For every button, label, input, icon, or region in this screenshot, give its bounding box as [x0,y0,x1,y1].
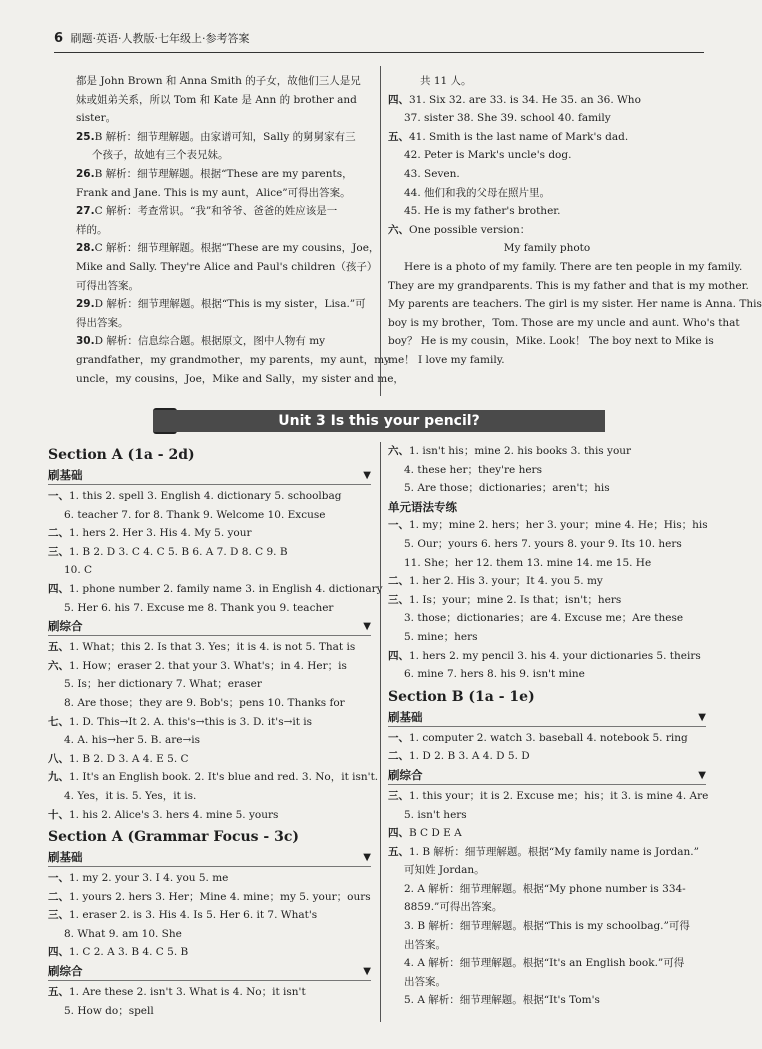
answer-text: 1. isn't his；mine 2. his books 3. this your [409,445,632,457]
answer-text: uncle，my cousins，Joe，Mike and Sally，my sister and me， [76,372,404,385]
answer-line [76,239,380,258]
answer-text: 1. this your；it is 2. Excuse me；his；it 3. is mine 4. Are [409,789,709,802]
practice-bar-label: 刷综合 [48,964,83,979]
answer-text: Frank and Jane. This is my aunt，Alice”可得出答案。 [76,186,351,199]
unit-title-banner: Unit 3 Is this your pencil? [153,410,605,432]
triangle-down-icon: ▼ [363,470,371,481]
answer-text: 1. hers 2. my pencil 3. his 4. your dictionaries 5. theirs [409,649,701,662]
answer-text: 8. Are those；they are 9. Bob's；pens 10. Thanks for [64,696,345,709]
subsection-heading: 单元语法专练 [388,499,457,514]
answer-text: 4. A 解析：细节理解题。根据“It's an English book.”可得 [404,957,685,970]
answer-text: 5. Are those；dictionaries；aren't；his [404,482,610,495]
item-number: 二、 [48,527,69,540]
item-number: 三、 [388,593,409,606]
answer-text: 1. Are these 2. isn't 3. What is 4. No；it isn't [69,986,306,999]
answer-text: 41. Smith is the last name of Mark's dad. [409,130,629,143]
answer-line [388,258,743,277]
answer-line [388,787,709,806]
item-number: 六、 [388,223,409,236]
answer-line [388,461,706,480]
left-column-top [76,72,404,388]
answer-text: 共 11 人。 [420,75,472,87]
answer-text: 得出答案。 [76,316,129,329]
answer-line [388,917,706,936]
answer-line [388,729,706,748]
practice-bar [388,708,706,727]
answer-line [48,750,371,769]
practice-bar-label: 刷综合 [388,767,423,782]
item-number: 29. [76,298,95,311]
answer-text: 1. D. This→It 2. A. this's→this is 3. D. it's→it is [69,715,313,728]
answer-text: grandfather，my grandmother，my parents，my aunt，my [76,353,390,366]
answer-line [48,675,371,694]
answer-line [48,713,371,732]
answer-line [48,925,371,944]
item-number: 一、 [48,490,69,502]
answer-text: D 解析：细节理解题。根据“This is my sister，Lisa.”可 [94,298,366,311]
answer-line [388,165,706,184]
answer-text: My parents are teachers. The girl is my sister. Her name is Anna. This [388,298,762,311]
item-number: 四、 [48,582,69,595]
answer-text: 1. her 2. His 3. your；It 4. you 5. my [409,575,603,588]
answer-text: 6. teacher 7. for 8. Thank 9. Welcome 10. Excuse [64,508,326,521]
answer-line [76,184,371,203]
answer-text: 都是 John Brown 和 Anna Smith 的子女，故他们三人是兄 [76,75,361,87]
item-number: 五、 [48,986,69,999]
item-number: 二、 [48,890,69,903]
answer-line [388,516,706,535]
answer-text: 37. sister 38. She 39. school 40. family [404,112,611,125]
practice-bar [48,848,371,867]
answer-line [388,647,706,666]
item-number: 一、 [388,731,409,744]
answer-text: 4. these her；they're hers [404,463,542,476]
answer-text: 5. Our；yours 6. hers 7. yours 8. your 9. Its 10. hers [404,537,682,550]
practice-bar [388,766,706,785]
answer-line [76,295,371,314]
answer-text: 11. She；her 12. them 13. mine 14. me 15. He [404,556,652,569]
answer-line [48,657,371,676]
section-heading: Section B (1a - 1e) [388,688,535,705]
answer-line [48,906,371,925]
item-number: 六、 [48,659,69,672]
item-number: 六、 [388,445,409,457]
answer-text: 1. B 解析：细节理解题。根据“My family name is Jordan.” [409,845,700,858]
answer-line [388,898,706,917]
answer-text: 44. 他们和我的父母在照片里。 [404,186,551,199]
answer-line [76,202,371,221]
answer-line [388,221,706,240]
answer-line [388,824,706,843]
answer-text: B 解析：细节理解题。由家谱可知，Sally 的舅舅家有三 [94,130,356,143]
answer-text: 1. B 2. D 3. C 4. C 5. B 6. A 7. D 8. C 9. B [69,545,288,558]
item-number: 九、 [48,771,69,784]
item-number: 四、 [388,93,409,106]
triangle-down-icon: ▼ [363,966,371,978]
section-heading: Section A (1a - 2d) [48,447,195,463]
item-number: 二、 [388,750,409,763]
answer-line [388,954,706,973]
triangle-down-icon: ▼ [698,769,706,781]
answer-line [48,506,371,525]
answer-text: 8. What 9. am 10. She [64,927,182,940]
answer-line [48,638,371,657]
practice-bar-label: 刷基础 [48,850,83,865]
answer-text: 可知姓 Jordan。 [404,864,485,877]
item-number: 三、 [388,789,409,802]
answer-line [48,768,379,787]
answer-line [388,609,706,628]
answer-text: 5. isn't hers [404,808,467,821]
answer-line [76,109,371,128]
answer-line [388,128,706,147]
answer-text: 1. my 2. your 3. I 4. you 5. me [69,872,229,885]
answer-line [76,91,371,110]
answer-line [388,146,706,165]
practice-bar-label: 刷综合 [48,619,83,634]
answer-text: 1. my；mine 2. hers；her 3. your；mine 4. He；His；his [409,519,708,532]
answer-text: 1. How；eraser 2. that your 3. What's；in 4. Her；is [69,659,347,672]
item-number: 25. [76,130,95,143]
item-number: 30. [76,335,95,348]
triangle-down-icon: ▼ [363,852,371,864]
item-number: 四、 [388,649,409,662]
practice-bar-label: 刷基础 [48,468,83,482]
answer-text: 样的。 [76,223,108,236]
answer-text: 43. Seven. [404,167,460,180]
answer-text: 1. yours 2. hers 3. Her；Mine 4. mine；my 5. your；ours [69,890,371,903]
page-header [54,30,704,53]
answer-text: 31. Six 32. are 33. is 34. He 35. an 36. Who [409,93,641,106]
answer-line [388,72,706,91]
practice-bar [48,466,371,485]
answer-text: C 解析：细节理解题。根据“These are my cousins，Joe， [94,242,380,255]
answer-text: 5. Is；her dictionary 7. What；eraser [64,678,262,691]
column-divider-top [380,66,381,396]
answer-line [76,351,390,370]
item-number: 五、 [48,641,69,654]
answer-text: 8859.”可得出答案。 [404,901,503,914]
answer-text: 1. eraser 2. is 3. His 4. Is 5. Her 6. it 7. What's [69,909,318,922]
answer-line [76,128,371,147]
answer-line [388,351,706,370]
answer-text: B C D E A [409,827,462,840]
answer-line [388,202,706,221]
answer-line [48,524,371,543]
answer-text: 10. C [64,564,93,577]
answer-line [388,91,706,110]
answer-line [76,221,371,240]
answer-line [48,983,371,1002]
answer-line [76,165,371,184]
answer-line [388,314,740,333]
answer-line [48,731,371,750]
answer-text: 3. B 解析：细节理解题。根据“This is my schoolbag.”可得 [404,920,690,933]
answer-line [388,936,706,955]
answer-line [388,572,706,591]
answer-line [48,869,371,888]
answer-text: 1. It's an English book. 2. It's blue and red. 3. No，it isn't. [69,771,379,784]
item-number: 七、 [48,715,69,728]
answer-line [48,543,371,562]
answer-text: 1. his 2. Alice's 3. hers 4. mine 5. yours [69,808,279,821]
answer-line [388,184,706,203]
answer-text: 出答案。 [404,938,446,951]
answer-line [388,442,706,461]
item-number: 28. [76,242,95,255]
answer-text: boy？ He is my cousin，Mike. Look！ The boy next to Mike is [388,335,714,348]
answer-line [48,888,371,907]
answer-text: 1. D 2. B 3. A 4. D 5. D [409,750,530,763]
answer-line [48,580,383,599]
answer-line [76,370,404,389]
answer-text: 个孩子，故她有三个表兄妹。 [92,149,229,162]
answer-text: One possible version： [409,223,531,236]
item-number: 二、 [388,575,409,588]
answer-line [388,991,706,1010]
item-number: 三、 [48,545,69,558]
answer-text: 5. mine；hers [404,630,478,643]
answer-text: 42. Peter is Mark's uncle's dog. [404,149,572,162]
answer-text: 出答案。 [404,975,446,988]
answer-line [76,72,371,91]
practice-bar-label: 刷基础 [388,709,423,724]
answer-line [388,591,706,610]
item-number: 四、 [48,946,69,959]
answer-line [76,332,371,351]
answer-text: 1. this 2. spell 3. English 4. dictionary 5. schoolbag [69,490,342,502]
right-column-bottom [388,442,709,1010]
answer-text: 1. hers 2. Her 3. His 4. My 5. your [69,527,252,540]
answer-line [388,861,706,880]
answer-line [388,109,706,128]
answer-text: boy is my brother，Tom. Those are my uncle and aunt. Who's that [388,316,740,329]
answer-text: 1. C 2. A 3. B 4. C 5. B [69,946,189,959]
answer-line [48,561,371,580]
answer-text: B 解析：细节理解题。根据“These are my parents， [94,167,353,180]
page-number: 6 [54,31,64,46]
answer-line [48,806,371,825]
answer-line [388,665,706,684]
answer-line [388,880,706,899]
answer-text: My family photo [503,242,591,255]
section-heading: Section A (Grammar Focus - 3c) [48,829,299,846]
answer-text: 4. A. his→her 5. B. are→is [64,734,201,747]
answer-text: 4. Yes，it is. 5. Yes，it is. [64,789,197,802]
answer-text: 3. those；dictionaries；are 4. Excuse me；Are these [404,612,684,625]
answer-text: 1. B 2. D 3. A 4. E 5. C [69,752,189,765]
answer-text: C 解析：考查常识。“我”和爷爷、爸爸的姓应该是一 [94,205,338,218]
column-divider-bottom [380,442,381,1022]
answer-line [388,295,762,314]
answer-line [76,258,378,277]
answer-text: 妹或姐弟关系，所以 Tom 和 Kate 是 Ann 的 brother and [76,93,357,106]
answer-text: 1. phone number 2. family name 3. in English 4. dictionary [69,582,383,595]
answer-line [388,806,706,825]
answer-text: 45. He is my father's brother. [404,205,561,218]
answer-line [388,973,706,992]
answer-line [388,747,706,766]
answer-line [388,843,706,862]
answer-text: 5. How do；spell [64,1004,154,1017]
practice-bar [48,617,371,636]
practice-bar [48,962,371,981]
answer-line [388,239,706,258]
answer-text: me！ I love my family. [388,353,505,366]
answer-line [48,487,371,506]
answer-text: 1. Is；your；mine 2. Is that；isn't；hers [409,593,622,606]
item-number: 四、 [388,827,409,840]
answer-line [388,554,706,573]
answer-text: Mike and Sally. They're Alice and Paul's children（孩子） [76,260,378,273]
answer-line [48,1002,371,1021]
answer-line [48,694,371,713]
item-number: 三、 [48,909,69,922]
right-column-top [388,72,762,370]
answer-text: 2. A 解析：细节理解题。根据“My phone number is 334- [404,882,686,895]
answer-text: 5. A 解析：细节理解题。根据“It's Tom's [404,994,600,1007]
item-number: 一、 [48,872,69,885]
answer-text: 5. Her 6. his 7. Excuse me 8. Thank you 9. teacher [64,601,334,614]
answer-text: sister。 [76,112,117,125]
answer-line [48,787,371,806]
triangle-down-icon: ▼ [363,621,371,633]
answer-line [76,277,371,296]
answer-line [48,599,371,618]
item-number: 五、 [388,130,409,143]
answer-line [388,535,706,554]
answer-text: 可得出答案。 [76,279,139,292]
answer-line [388,332,714,351]
item-number: 27. [76,205,95,218]
answer-text: D 解析：信息综合题。根据原文，图中人物有 my [94,335,326,348]
triangle-down-icon: ▼ [698,711,706,723]
answer-line [388,479,706,498]
item-number: 26. [76,167,95,180]
answer-text: They are my grandparents. This is my father and that is my mother. [388,279,749,292]
answer-text: 6. mine 7. hers 8. his 9. isn't mine [404,668,585,681]
answer-text: 1. computer 2. watch 3. baseball 4. notebook 5. ring [409,731,688,744]
item-number: 八、 [48,752,69,765]
item-number: 一、 [388,519,409,532]
item-number: 十、 [48,808,69,821]
item-number: 五、 [388,845,409,858]
left-column-bottom [48,442,383,1020]
header-title: 刷题·英语·人教版·七年级上·参考答案 [70,32,250,45]
answer-line [76,146,371,165]
answer-text: 1. What；this 2. Is that 3. Yes；it is 4. is not 5. That is [69,641,356,654]
answer-line [388,277,749,296]
answer-text: Here is a photo of my family. There are ten people in my family. [404,260,743,273]
answer-line [76,314,371,333]
answer-line [388,628,706,647]
answer-line [48,943,371,962]
